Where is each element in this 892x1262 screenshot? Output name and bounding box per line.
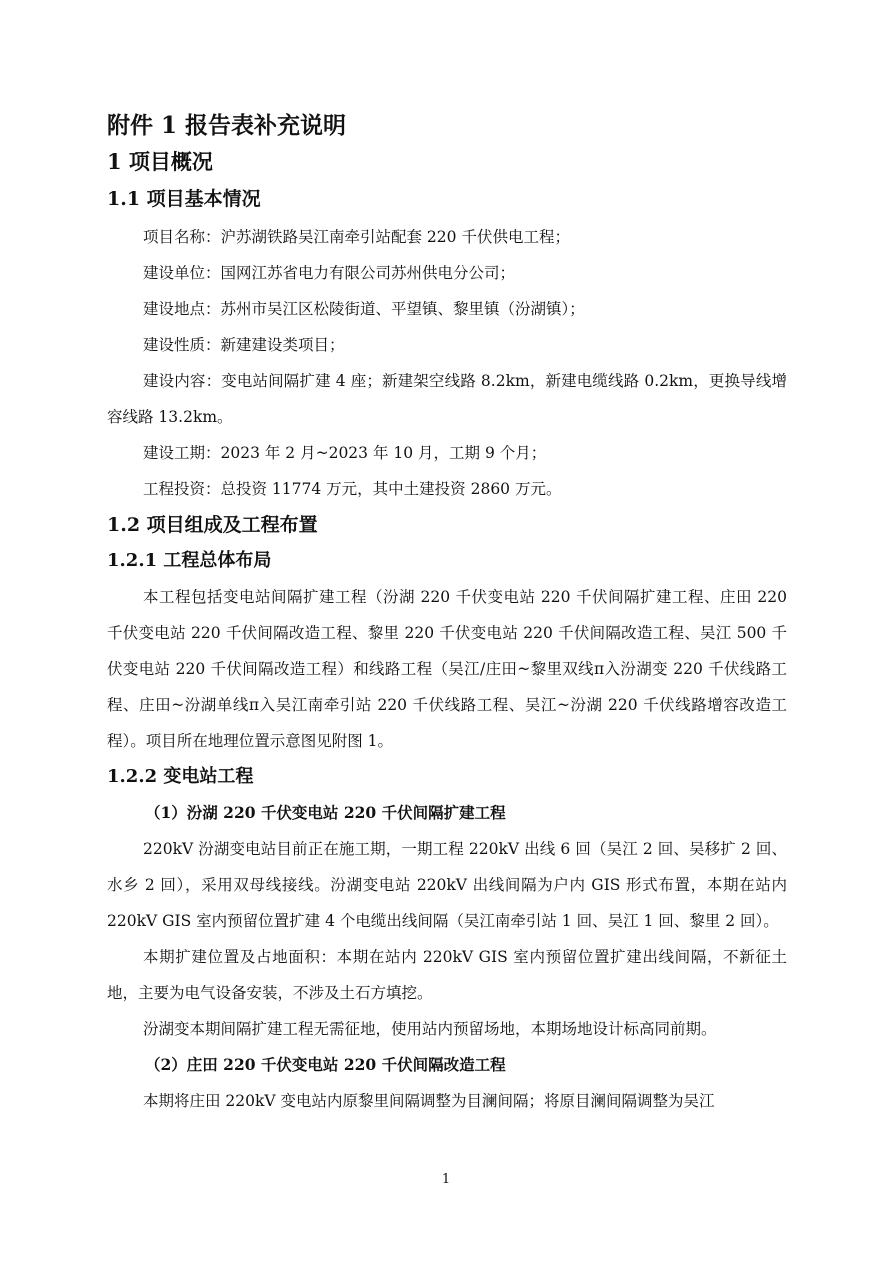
- basic-info-period: 建设工期：2023 年 2 月~2023 年 10 月，工期 9 个月；: [143, 444, 547, 462]
- subsection-heading-zhuangtian: （2）庄田 220 千伏变电站 220 千伏间隔改造工程: [145, 1055, 506, 1074]
- section-heading-1: 1 项目概况: [107, 149, 213, 174]
- document-body: [107, 110, 787, 1119]
- basic-info-name: 项目名称：沪苏湖铁路吴江南牵引站配套 220 千伏供电工程；: [143, 228, 570, 246]
- basic-info-nature: 建设性质：新建建设类项目；: [143, 336, 345, 354]
- basic-info-content: 建设内容：变电站间隔扩建 4 座；新建架空线路 8.2km，新建电缆线路 0.2km，更换导线增容线路 13.2km。: [107, 372, 787, 426]
- section-heading-1-2-1: 1.2.1 工程总体布局: [107, 550, 272, 571]
- fenhu-paragraph-1: 220kV 汾湖变电站目前正在施工期，一期工程 220kV 出线 6 回（吴江 2 回、吴移扩 2 回、水乡 2 回），采用双母线接线。汾湖变电站 220kV 出线间隔为户内 GIS 形式布置，本期在站内 220kV GIS 室内预留位置扩建 4 个电缆出线间隔（吴江南牵引站 1 回、吴江 1 回、黎里 2 回）。: [107, 840, 787, 930]
- zhuangtian-paragraph: 本期将庄田 220kV 变电站内原黎里间隔调整为目澜间隔；将原目澜间隔调整为吴江: [143, 1092, 715, 1110]
- basic-info-location: 建设地点：苏州市吴江区松陵街道、平望镇、黎里镇（汾湖镇）；: [143, 300, 585, 318]
- section-heading-1-2-2: 1.2.2 变电站工程: [107, 766, 254, 787]
- subsection-heading-fenhu: （1）汾湖 220 千伏变电站 220 千伏间隔扩建工程: [145, 803, 506, 822]
- section-heading-1-1: 1.1 项目基本情况: [107, 188, 261, 210]
- document-title: 附件 1 报告表补充说明: [107, 112, 347, 139]
- page-number: 1: [441, 1172, 451, 1187]
- basic-info-investment: 工程投资：总投资 11774 万元，其中土建投资 2860 万元。: [143, 480, 562, 498]
- layout-paragraph: 本工程包括变电站间隔扩建工程（汾湖 220 千伏变电站 220 千伏间隔扩建工程、庄田 220 千伏变电站 220 千伏间隔改造工程、黎里 220 千伏变电站 220 千伏间隔改造工程、吴江 500 千伏变电站 220 千伏间隔改造工程）和线路工程（吴江/庄田~黎里双线π入汾湖变 220 千伏线路工程、庄田~汾湖单线π入吴江南牵引站 220 千伏线路工程、吴江~汾湖 220 千伏线路增容改造工程）。项目所在地理位置示意图见附图 1。: [107, 588, 787, 750]
- fenhu-paragraph-2: 本期扩建位置及占地面积：本期在站内 220kV GIS 室内预留位置扩建出线间隔，不新征土地，主要为电气设备安装，不涉及土石方填挖。: [107, 948, 787, 1002]
- section-heading-1-2: 1.2 项目组成及工程布置: [107, 514, 318, 536]
- fenhu-paragraph-3: 汾湖变本期间隔扩建工程无需征地，使用站内预留场地，本期场地设计标高同前期。: [143, 1020, 717, 1038]
- basic-info-unit: 建设单位：国网江苏省电力有限公司苏州供电分公司；: [143, 264, 516, 282]
